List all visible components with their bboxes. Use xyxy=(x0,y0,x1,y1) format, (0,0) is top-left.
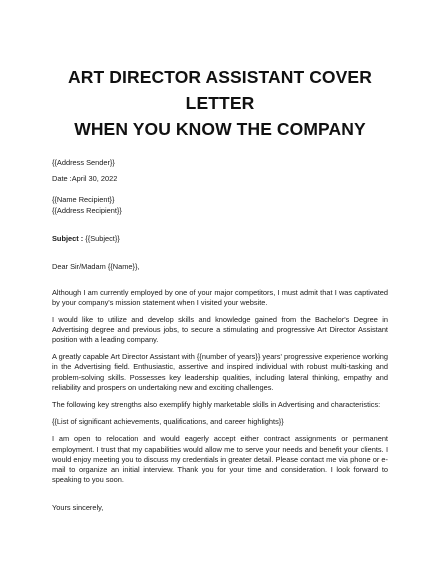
subject-value: {{Subject}} xyxy=(83,233,120,243)
achievements-placeholder: {{List of significant achievements, qualifications, and career highlights}} xyxy=(52,417,284,427)
paragraph: A greatly capable Art Director Assistant with {{number of years}} years' progressive experience working in the Advertising field. Enthusiastic, assertive and inspired individual with robust multi-tasking and problem-solving skills. Possesses key leadership qualities, including lateral thinking, empathy and reliability and prospers on undertaking new and exciting challenges. xyxy=(52,352,388,392)
title-line-2: WHEN YOU KNOW THE COMPANY xyxy=(74,119,366,139)
address-sender: {{Address Sender}} xyxy=(52,158,115,167)
paragraph: Although I am currently employed by one of your major competitors, I must admit that I was captivated by your company's mission statement when I visited your website. xyxy=(52,288,388,308)
subject-line xyxy=(52,234,388,244)
paragraph: The following key strengths also exemplify highly marketable skills in Advertising and characteristics: xyxy=(52,400,381,410)
salutation: Dear Sir/Madam {{Name}}, xyxy=(52,262,140,272)
name-recipient: {{Name Recipient}} xyxy=(52,195,115,205)
title-line-1: ART DIRECTOR ASSISTANT COVER LETTER xyxy=(68,67,372,113)
paragraph: I would like to utilize and develop skills and knowledge gained from the Bachelor's Degree in Advertising degree and previous jobs, to secure a stimulating and progressive Art Director Assistant position with a leading company. xyxy=(52,314,388,345)
closing: Yours sincerely, xyxy=(52,503,104,513)
letter-date: Date :April 30, 2022 xyxy=(52,174,118,184)
letter-body xyxy=(52,158,388,514)
letter-title xyxy=(52,0,388,142)
paragraph: I am open to relocation and would eagerly accept either contract assignments or permanent employment. I trust that my capabilities would allow me to serve your needs and benefit your clients. I would enjoy meeting you to discuss my credentials in greater detail. Please contact me via phone or e-mail to organize an initial interview. Thank you for your time and consideration. I look forward to speaking to you soon. xyxy=(52,434,388,485)
address-recipient: {{Address Recipient}} xyxy=(52,205,122,215)
subject-label: Subject : xyxy=(52,233,84,243)
